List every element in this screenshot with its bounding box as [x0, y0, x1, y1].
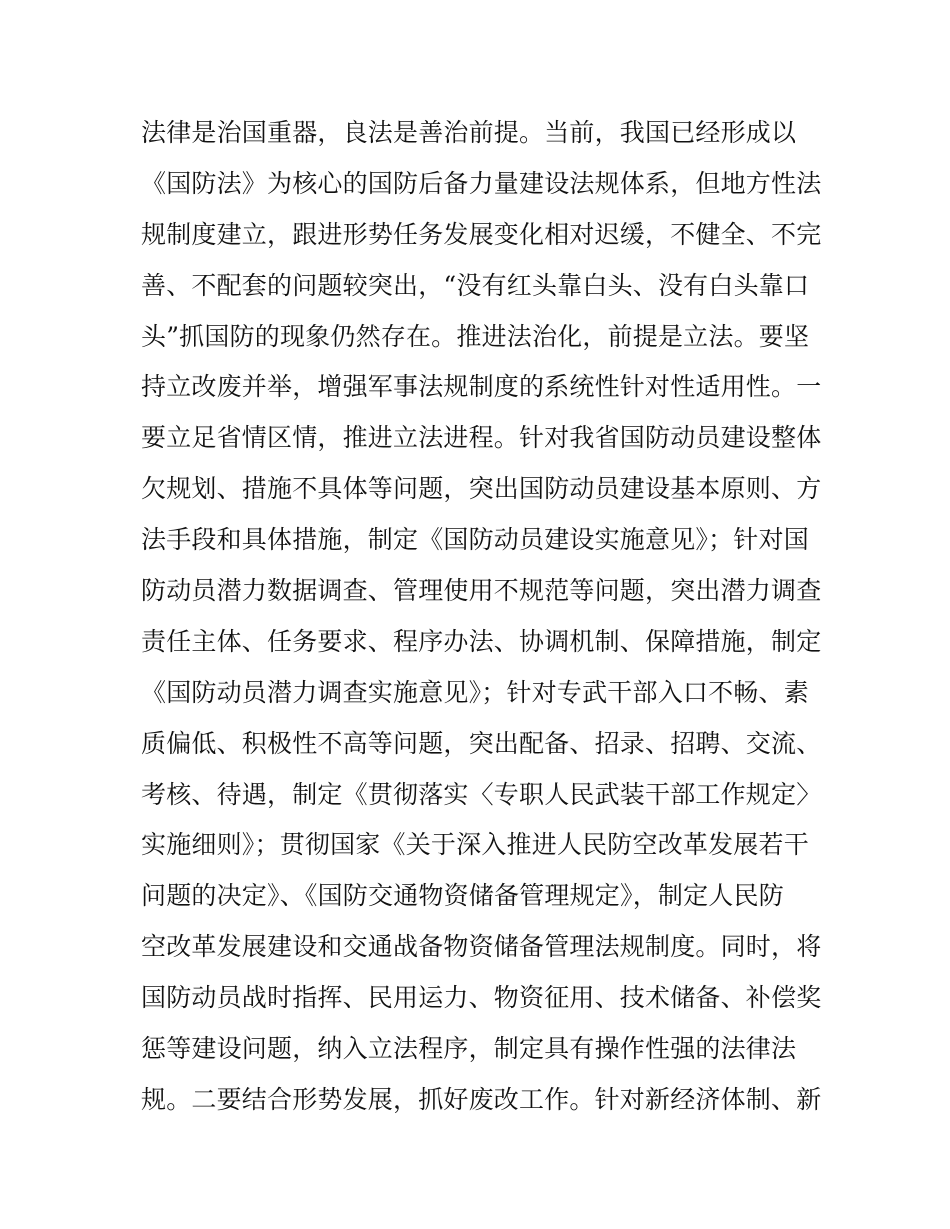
text-line: 法手段和具体措施，制定《国防动员建设实施意见》；针对国	[141, 525, 809, 555]
text-line: 《国防法》为核心的国防后备力量建设法规体系，但地方性法	[141, 168, 822, 198]
text-line: 欠规划、措施不具体等问题，突出国防动员建设基本原则、方	[141, 474, 822, 504]
text-line: 惩等建设问题，纳入立法程序，制定具有操作性强的法律法	[141, 1034, 797, 1064]
text-line: 规制度建立，跟进形势任务发展变化相对迟缓，不健全、不完	[141, 219, 822, 249]
text-line: 持立改废并举，增强军事法规制度的系统性针对性适用性。一	[141, 372, 822, 402]
text-line: 考核、待遇，制定《贯彻落实〈专职人民武装干部工作规定〉	[141, 779, 822, 809]
text-line: 国防动员战时指挥、民用运力、物资征用、技术储备、补偿奖	[141, 983, 822, 1013]
text-line: 要立足省情区情，推进立法进程。针对我省国防动员建设整体	[141, 423, 822, 453]
body-paragraph	[141, 108, 821, 1126]
text-line: 责任主体、任务要求、程序办法、协调机制、保障措施，制定	[141, 626, 822, 656]
text-line: 《国防动员潜力调查实施意见》；针对专武干部入口不畅、素	[141, 677, 809, 707]
text-line: 质偏低、积极性不高等问题，突出配备、招录、招聘、交流、	[141, 728, 822, 758]
text-line: 防动员潜力数据调查、管理使用不规范等问题，突出潜力调查	[141, 576, 822, 606]
text-line: 空改革发展建设和交通战备物资储备管理法规制度。同时，将	[141, 932, 822, 962]
text-line: 头”抓国防的现象仍然存在。推进法治化，前提是立法。要坚	[141, 321, 810, 351]
text-line: 问题的决定》、《国防交通物资储备管理规定》，制定人民防	[141, 881, 784, 911]
text-line: 善、不配套的问题较突出，“没有红头靠白头、没有白头靠口	[141, 270, 810, 300]
text-line: 实施细则》；贯彻国家《关于深入推进人民防空改革发展若干	[141, 830, 809, 860]
text-line: 规。二要结合形势发展，抓好废改工作。针对新经济体制、新	[141, 1084, 822, 1114]
text-line: 法律是治国重器，良法是善治前提。当前，我国已经形成以	[141, 118, 797, 147]
